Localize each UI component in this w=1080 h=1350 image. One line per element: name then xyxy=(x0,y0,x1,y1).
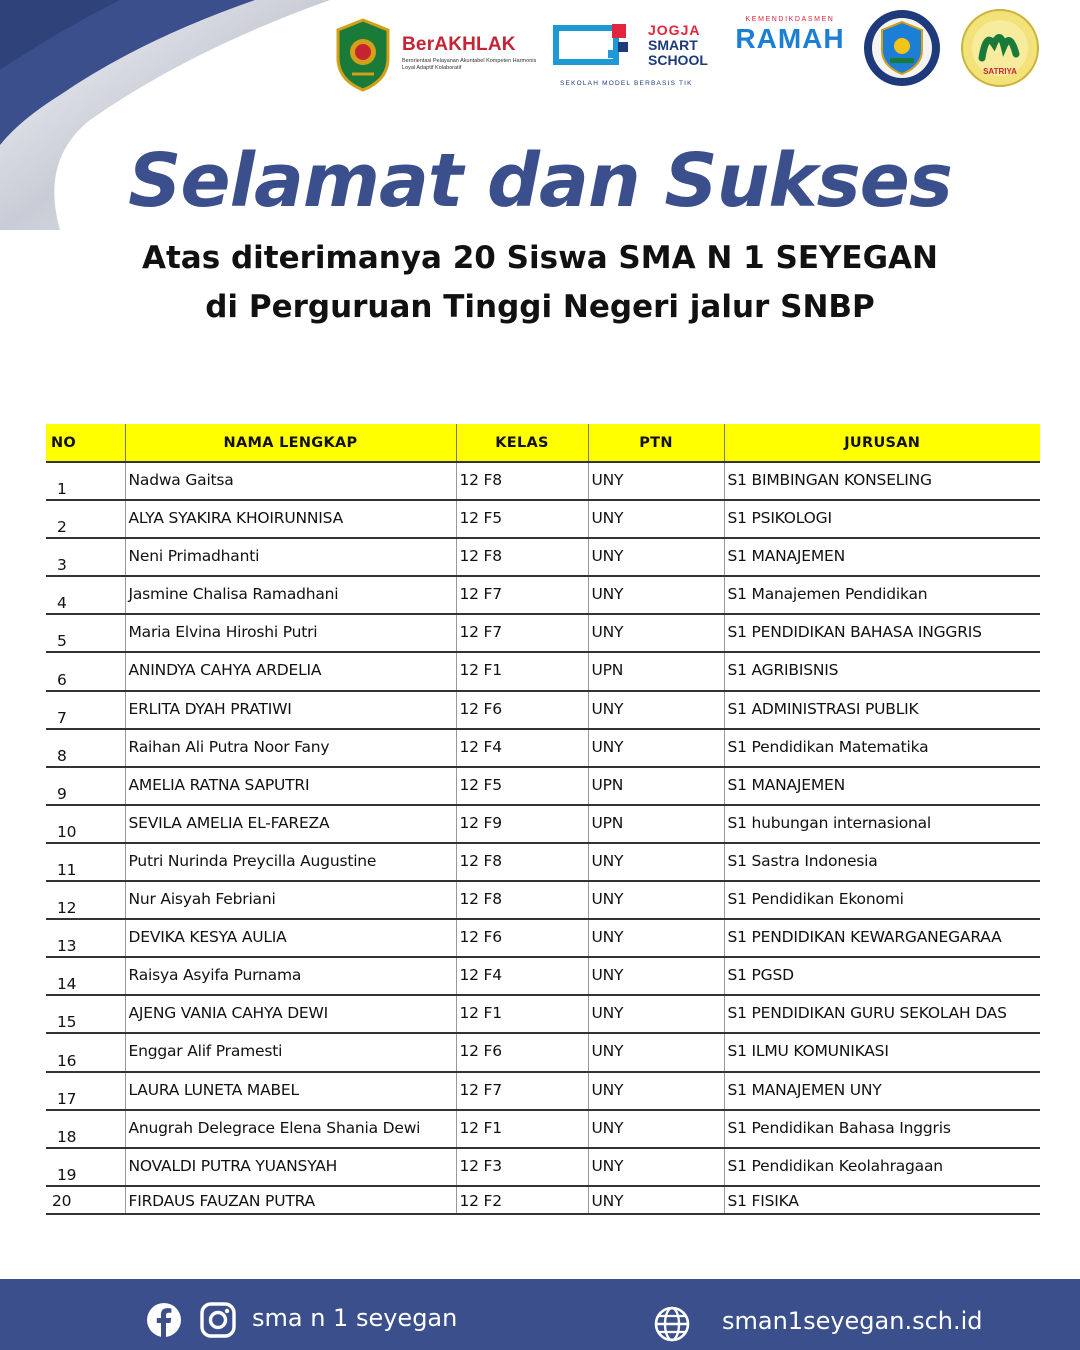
cell-ptn: UNY xyxy=(588,462,724,500)
accepted-students-table xyxy=(46,424,1040,1215)
cell-kelas: 12 F1 xyxy=(456,995,588,1033)
cell-kelas: 12 F6 xyxy=(456,1033,588,1071)
cell-kelas: 12 F8 xyxy=(456,462,588,500)
cell-ptn: UNY xyxy=(588,500,724,538)
footer-bar xyxy=(0,1279,1080,1350)
cell-ptn: UNY xyxy=(588,1110,724,1148)
cell-no: 10 xyxy=(46,805,125,843)
cell-jurusan: S1 MANAJEMEN xyxy=(724,767,1040,805)
cell-kelas: 12 F4 xyxy=(456,957,588,995)
cell-kelas: 12 F8 xyxy=(456,843,588,881)
cell-nama-lengkap: ERLITA DYAH PRATIWI xyxy=(125,691,456,729)
cell-jurusan: S1 PGSD xyxy=(724,957,1040,995)
cell-ptn: UPN xyxy=(588,805,724,843)
cell-kelas: 12 F7 xyxy=(456,1072,588,1110)
cell-nama-lengkap: Maria Elvina Hiroshi Putri xyxy=(125,614,456,652)
jss-line-1: JOGJA xyxy=(648,22,701,38)
cell-jurusan: S1 Pendidikan Ekonomi xyxy=(724,881,1040,919)
subtitle-line-2: di Perguruan Tinggi Negeri jalur SNBP xyxy=(205,289,875,325)
cell-nama-lengkap: DEVIKA KESYA AULIA xyxy=(125,919,456,957)
cell-ptn: UNY xyxy=(588,614,724,652)
cell-nama-lengkap: NOVALDI PUTRA YUANSYAH xyxy=(125,1148,456,1186)
cell-no: 18 xyxy=(46,1110,125,1148)
subtitle-line-1: Atas diterimanya 20 Siswa SMA N 1 SEYEGAN xyxy=(141,240,938,276)
cell-no: 16 xyxy=(46,1033,125,1071)
cell-nama-lengkap: Enggar Alif Pramesti xyxy=(125,1033,456,1071)
satriya-wordmark: SATRIYA xyxy=(983,67,1017,76)
cell-ptn: UNY xyxy=(588,576,724,614)
cell-kelas: 12 F6 xyxy=(456,691,588,729)
cell-kelas: 12 F1 xyxy=(456,652,588,690)
cell-jurusan: S1 BIMBINGAN KONSELING xyxy=(724,462,1040,500)
table-row xyxy=(46,881,1040,919)
cell-jurusan: S1 Pendidikan Matematika xyxy=(724,729,1040,767)
table-row xyxy=(46,462,1040,500)
table-row xyxy=(46,1186,1040,1214)
cell-ptn: UNY xyxy=(588,691,724,729)
cell-jurusan: S1 ADMINISTRASI PUBLIK xyxy=(724,691,1040,729)
jogja-smart-school-logo xyxy=(552,18,722,96)
cell-ptn: UNY xyxy=(588,538,724,576)
cell-no: 20 xyxy=(46,1186,125,1214)
cell-ptn: UNY xyxy=(588,919,724,957)
ramah-ministry-label: KEMENDIKDASMEN xyxy=(745,16,835,23)
cell-jurusan: S1 MANAJEMEN xyxy=(724,538,1040,576)
table-row xyxy=(46,995,1040,1033)
satriya-logo xyxy=(960,8,1040,88)
cell-kelas: 12 F7 xyxy=(456,614,588,652)
column-header-ptn: PTN xyxy=(588,424,724,462)
table-row xyxy=(46,957,1040,995)
cell-kelas: 12 F4 xyxy=(456,729,588,767)
cell-kelas: 12 F8 xyxy=(456,538,588,576)
cell-jurusan: S1 PSIKOLOGI xyxy=(724,500,1040,538)
ramah-wordmark: RAMAH xyxy=(735,23,845,54)
jss-line-2: SMART xyxy=(648,37,698,53)
cell-kelas: 12 F8 xyxy=(456,881,588,919)
globe-icon xyxy=(654,1306,690,1342)
cell-no: 11 xyxy=(46,843,125,881)
cell-nama-lengkap: SEVILA AMELIA EL-FAREZA xyxy=(125,805,456,843)
table-row xyxy=(46,805,1040,843)
website-link[interactable]: sman1seyegan.sch.id xyxy=(722,1307,983,1335)
cell-ptn: UNY xyxy=(588,957,724,995)
table-row xyxy=(46,767,1040,805)
cell-nama-lengkap: AJENG VANIA CAHYA DEWI xyxy=(125,995,456,1033)
ramah-logo xyxy=(734,16,846,76)
cell-no: 3 xyxy=(46,538,125,576)
cell-ptn: UNY xyxy=(588,995,724,1033)
cell-ptn: UNY xyxy=(588,843,724,881)
cell-nama-lengkap: FIRDAUS FAUZAN PUTRA xyxy=(125,1186,456,1214)
berakhlak-wordmark: BerAKHLAK xyxy=(402,34,516,55)
table-body xyxy=(46,462,1040,1214)
cell-jurusan: S1 ILMU KOMUNIKASI xyxy=(724,1033,1040,1071)
cell-no: 14 xyxy=(46,957,125,995)
cell-no: 8 xyxy=(46,729,125,767)
column-header-jurusan: JURUSAN xyxy=(724,424,1040,462)
cell-jurusan: S1 PENDIDIKAN GURU SEKOLAH DAS xyxy=(724,995,1040,1033)
instagram-icon[interactable] xyxy=(200,1302,236,1338)
jss-line-3: SCHOOL xyxy=(648,52,708,68)
cell-ptn: UNY xyxy=(588,881,724,919)
cell-no: 2 xyxy=(46,500,125,538)
cell-no: 13 xyxy=(46,919,125,957)
jogja-province-seal-logo xyxy=(332,18,394,92)
cell-jurusan: S1 hubungan internasional xyxy=(724,805,1040,843)
berakhlak-tagline: Berorientasi Pelayanan Akuntabel Kompeten Harmonis Loyal Adaptif Kolaboratif xyxy=(402,58,537,71)
column-header-nama-lengkap: NAMA LENGKAP xyxy=(125,424,456,462)
table-row xyxy=(46,1033,1040,1071)
cell-kelas: 12 F5 xyxy=(456,767,588,805)
cell-no: 15 xyxy=(46,995,125,1033)
cell-nama-lengkap: Jasmine Chalisa Ramadhani xyxy=(125,576,456,614)
page-title: Selamat dan Sukses xyxy=(128,138,952,224)
table-row xyxy=(46,500,1040,538)
cell-jurusan: S1 PENDIDIKAN BAHASA INGGRIS xyxy=(724,614,1040,652)
cell-ptn: UNY xyxy=(588,1186,724,1214)
table-row xyxy=(46,1148,1040,1186)
table-row xyxy=(46,576,1040,614)
jss-line-2-3 xyxy=(648,38,708,68)
table-row xyxy=(46,1110,1040,1148)
cell-nama-lengkap: AMELIA RATNA SAPUTRI xyxy=(125,767,456,805)
column-header-kelas: KELAS xyxy=(456,424,588,462)
social-handle[interactable]: sma n 1 seyegan xyxy=(252,1304,458,1332)
cell-jurusan: S1 Pendidikan Bahasa Inggris xyxy=(724,1110,1040,1148)
cell-ptn: UNY xyxy=(588,1072,724,1110)
cell-no: 19 xyxy=(46,1148,125,1186)
cell-kelas: 12 F2 xyxy=(456,1186,588,1214)
cell-nama-lengkap: Anugrah Delegrace Elena Shania Dewi xyxy=(125,1110,456,1148)
cell-no: 9 xyxy=(46,767,125,805)
cell-nama-lengkap: Putri Nurinda Preycilla Augustine xyxy=(125,843,456,881)
cell-ptn: UPN xyxy=(588,652,724,690)
cell-ptn: UPN xyxy=(588,767,724,805)
cell-jurusan: S1 Pendidikan Keolahragaan xyxy=(724,1148,1040,1186)
cell-jurusan: S1 PENDIDIKAN KEWARGANEGARAA xyxy=(724,919,1040,957)
cell-jurusan: S1 AGRIBISNIS xyxy=(724,652,1040,690)
cell-jurusan: S1 Sastra Indonesia xyxy=(724,843,1040,881)
table-row xyxy=(46,538,1040,576)
school-seal-logo xyxy=(862,8,942,88)
cell-kelas: 12 F1 xyxy=(456,1110,588,1148)
cell-ptn: UNY xyxy=(588,1033,724,1071)
cell-kelas: 12 F9 xyxy=(456,805,588,843)
cell-kelas: 12 F3 xyxy=(456,1148,588,1186)
cell-nama-lengkap: ALYA SYAKIRA KHOIRUNNISA xyxy=(125,500,456,538)
table-row xyxy=(46,843,1040,881)
table-row xyxy=(46,919,1040,957)
table-row xyxy=(46,652,1040,690)
jss-tagline: SEKOLAH MODEL BERBASIS TIK xyxy=(560,80,693,87)
cell-nama-lengkap: Neni Primadhanti xyxy=(125,538,456,576)
cell-nama-lengkap: Nur Aisyah Febriani xyxy=(125,881,456,919)
cell-nama-lengkap: Nadwa Gaitsa xyxy=(125,462,456,500)
table-header-row xyxy=(46,424,1040,462)
cell-jurusan: S1 FISIKA xyxy=(724,1186,1040,1214)
cell-jurusan: S1 MANAJEMEN UNY xyxy=(724,1072,1040,1110)
cell-no: 6 xyxy=(46,652,125,690)
column-header-no: NO xyxy=(46,424,125,462)
cell-ptn: UNY xyxy=(588,1148,724,1186)
cell-nama-lengkap: ANINDYA CAHYA ARDELIA xyxy=(125,652,456,690)
facebook-icon[interactable] xyxy=(146,1302,182,1338)
table-row xyxy=(46,614,1040,652)
table-row xyxy=(46,691,1040,729)
cell-nama-lengkap: Raihan Ali Putra Noor Fany xyxy=(125,729,456,767)
cell-kelas: 12 F7 xyxy=(456,576,588,614)
cell-nama-lengkap: Raisya Asyifa Purnama xyxy=(125,957,456,995)
table-row xyxy=(46,1072,1040,1110)
table-row xyxy=(46,729,1040,767)
partner-logos xyxy=(330,6,1050,96)
cell-no: 17 xyxy=(46,1072,125,1110)
cell-kelas: 12 F5 xyxy=(456,500,588,538)
cell-nama-lengkap: LAURA LUNETA MABEL xyxy=(125,1072,456,1110)
cell-no: 12 xyxy=(46,881,125,919)
cell-no: 5 xyxy=(46,614,125,652)
cell-kelas: 12 F6 xyxy=(456,919,588,957)
cell-no: 7 xyxy=(46,691,125,729)
berakhlak-logo xyxy=(402,34,542,84)
cell-jurusan: S1 Manajemen Pendidikan xyxy=(724,576,1040,614)
cell-ptn: UNY xyxy=(588,729,724,767)
cell-no: 1 xyxy=(46,462,125,500)
cell-no: 4 xyxy=(46,576,125,614)
